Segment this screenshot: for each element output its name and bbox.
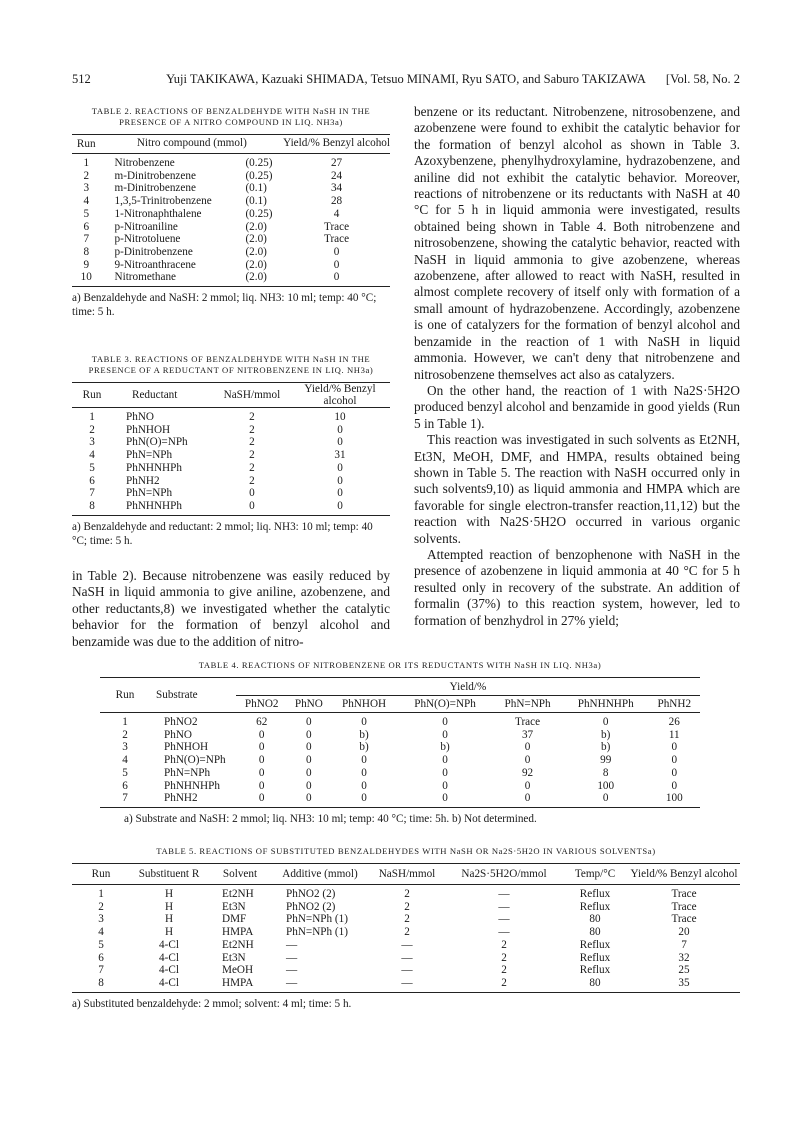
table-cell: 0 [524, 792, 531, 805]
table-row [72, 977, 740, 992]
table-cell: 0 [306, 728, 312, 741]
table-cell: Reflux [579, 964, 611, 977]
table-row [72, 462, 390, 475]
t5-h-na2s: Na2S·5H2O/mmol [461, 868, 547, 880]
table-cell: — [401, 951, 413, 964]
table-3-grid [72, 382, 390, 515]
table-cell: Trace [515, 716, 541, 728]
table-cell: 28 [330, 195, 343, 208]
table-cell: 0 [524, 741, 531, 754]
table-row [72, 424, 390, 437]
table-5-body [72, 885, 740, 992]
table-cell: Trace [671, 900, 697, 913]
table-cell: Nitrobenzene [114, 157, 175, 169]
t5-h-substituent: Substituent R [138, 868, 200, 880]
table-cell: 7 [98, 964, 104, 977]
table-cell: Trace [671, 888, 697, 900]
table-cell: PhN(O)=NPh [164, 754, 226, 767]
table-row [72, 259, 390, 272]
table-cell: 0 [333, 271, 340, 284]
table-cell: 0 [258, 728, 265, 741]
table-3 [72, 354, 390, 548]
table-cell: Et3N [222, 900, 246, 913]
table-cell: 0 [258, 779, 265, 792]
table-cell: 0 [306, 741, 312, 754]
table-cell: — [401, 938, 413, 951]
table-row [72, 233, 390, 246]
table-cell: 34 [330, 182, 343, 195]
table-cell: PhN=NPh [164, 766, 211, 779]
table-cell: Reflux [579, 951, 611, 964]
table-cell: 0 [258, 766, 265, 779]
table-cell: PhN=NPh [126, 487, 173, 500]
table-cell: 2 [404, 926, 410, 939]
t2-h-yield: Yield/% Benzyl alcohol [283, 137, 390, 149]
table-cell: 1 [83, 157, 90, 169]
table-cell: 1 [122, 716, 128, 728]
table-cell: 6 [83, 220, 90, 233]
table-cell: PhN=NPh [126, 449, 173, 462]
table-cell: p-Nitroaniline [114, 220, 178, 233]
table-cell: (2.0) [245, 258, 267, 271]
table-cell: 0 [337, 461, 343, 474]
table-row [72, 221, 390, 234]
left-column-text [72, 568, 390, 650]
table-cell: 4-Cl [159, 964, 179, 977]
table-cell: 0 [258, 792, 265, 805]
table-cell: Et2NH [222, 938, 254, 951]
table-cell: Reflux [579, 938, 611, 951]
table-cell: — [498, 900, 510, 913]
table-cell: — [286, 951, 298, 964]
table-cell: (2.0) [245, 271, 267, 284]
table-row [72, 901, 740, 914]
table-cell: 0 [671, 766, 678, 779]
table-cell: 3 [89, 436, 95, 449]
table-cell: — [401, 964, 413, 977]
t4-h-phno: PhNO [294, 698, 323, 710]
t2-h-compound: Nitro compound (mmol) [136, 137, 247, 149]
left-paragraph: in Table 2). Because nitrobenzene was easily reduced by NaSH in liquid ammonia to give aniline, azobenzene, and other reductants,8) we investigated whether the catalytic behavior for the formation of benzyl alcohol and benzamide was due to the addition of nitro- [72, 568, 390, 649]
table-cell: PhN=NPh (1) [286, 913, 348, 926]
table-cell: p-Nitrotoluene [114, 233, 181, 246]
table-cell: 0 [306, 716, 312, 728]
t5-h-nash: NaSH/mmol [378, 868, 436, 880]
t5-h-run: Run [91, 868, 111, 880]
table-row [100, 754, 700, 767]
table-cell: 6 [98, 951, 104, 964]
table-cell: PhNHNHPh [126, 461, 182, 474]
table-5-caption: TABLE 5. REACTIONS OF SUBSTITUTED BENZALDEHYDES WITH NaSH OR Na2S·5H2O IN VARIOUS SOLVENTSa) [156, 846, 656, 856]
table-cell: — [286, 976, 298, 989]
table-cell: 0 [442, 716, 448, 728]
table-4-body [100, 713, 700, 807]
t5-h-yield: Yield/% Benzyl alcohol [630, 868, 738, 880]
table-row [72, 449, 390, 462]
table-cell: H [164, 900, 174, 913]
running-header [72, 72, 740, 88]
table-cell: 100 [665, 792, 683, 805]
table-2-footnote: a) Benzaldehyde and NaSH: 2 mmol; liq. NH3: 10 ml; temp: 40 °C; time: 5 h. [72, 292, 377, 319]
table-row [100, 780, 700, 793]
table-cell: 2 [122, 728, 128, 741]
table-cell: (0.25) [245, 169, 273, 182]
table-cell: 0 [337, 487, 343, 500]
table-cell: 0 [333, 245, 340, 258]
table-cell: 3 [83, 182, 90, 195]
table-cell: 4 [122, 754, 128, 767]
table-cell: 2 [83, 169, 90, 182]
table-cell: m-Dinitrobenzene [114, 169, 196, 182]
table-cell: PhNHNHPh [126, 499, 182, 512]
table-cell: 2 [249, 411, 255, 423]
table-cell: 0 [249, 499, 255, 512]
table-2-body [72, 154, 390, 287]
table-row [72, 408, 390, 424]
table-cell: (2.0) [245, 220, 267, 233]
table-cell: b) [359, 741, 369, 754]
table-cell: 2 [249, 449, 255, 462]
table-cell: 0 [524, 779, 531, 792]
right-paragraph-2: On the other hand, the reaction of 1 with Na2S·5H2O produced benzyl alcohol and benzamide in good yields (Run 5 in Table 1). [414, 382, 740, 431]
table-5 [72, 846, 740, 1011]
table-cell: — [286, 964, 298, 977]
table-row [72, 487, 390, 500]
table-row [72, 246, 390, 259]
t5-h-additive: Additive (mmol) [282, 868, 358, 880]
table-cell: 0 [442, 754, 448, 767]
table-cell: 0 [306, 766, 312, 779]
table-cell: 0 [524, 754, 531, 767]
table-cell: b) [440, 741, 450, 754]
t4-h-run: Run [115, 689, 135, 701]
table-cell: b) [601, 741, 611, 754]
table-cell: DMF [222, 913, 247, 926]
table-4-footnote: a) Substrate and NaSH: 2 mmol; liq. NH3: 10 ml; temp: 40 °C; time: 5h. b) Not determined. [124, 812, 537, 825]
table-row [72, 208, 390, 221]
table-row [72, 195, 390, 208]
table-cell: (0.25) [245, 157, 273, 169]
table-2-grid [72, 134, 390, 286]
table-cell: 0 [442, 728, 448, 741]
table-cell: 37 [521, 728, 534, 741]
table-row [100, 767, 700, 780]
table-cell: Trace [671, 913, 697, 926]
table-cell: — [498, 888, 510, 900]
table-cell: 35 [678, 976, 690, 989]
volume-label: [Vol. 58, No. 2 [665, 72, 740, 86]
table-cell: 4 [98, 926, 104, 939]
table-row [100, 713, 700, 729]
table-cell: 0 [361, 779, 367, 792]
table-cell: 0 [337, 436, 343, 449]
table-cell: 11 [668, 728, 680, 741]
table-cell: 2 [404, 888, 410, 900]
table-cell: 2 [404, 900, 410, 913]
table-cell: 8 [89, 499, 95, 512]
t3-h-nash: NaSH/mmol [223, 389, 281, 401]
table-cell: (0.1) [245, 182, 267, 195]
table-row [100, 741, 700, 754]
table-cell: 3 [98, 913, 104, 926]
table-cell: 4 [89, 449, 95, 462]
table-cell: 27 [330, 157, 343, 169]
t4-h-hydrazo: PhNHNHPh [577, 698, 634, 710]
right-column-text [414, 104, 740, 629]
table-row [72, 913, 740, 926]
table-cell: 0 [333, 258, 340, 271]
table-cell: MeOH [222, 964, 254, 977]
table-row [72, 964, 740, 977]
table-4-caption: TABLE 4. REACTIONS OF NITROBENZENE OR ITS REDUCTANTS WITH NaSH IN LIQ. NH3a) [198, 660, 602, 670]
table-row [72, 939, 740, 952]
table-cell: 0 [671, 741, 678, 754]
table-cell: 7 [681, 938, 687, 951]
table-cell: Trace [324, 220, 350, 233]
table-cell: 31 [334, 449, 346, 462]
t4-h-phno2: PhNO2 [244, 698, 279, 710]
table-5-grid [72, 863, 740, 992]
table-row [100, 792, 700, 807]
table-cell: 2 [404, 913, 410, 926]
table-cell: — [498, 926, 510, 939]
table-cell: 9 [83, 258, 90, 271]
table-cell: 0 [337, 423, 343, 436]
table-cell: PhNO [126, 411, 154, 423]
t5-h-solvent: Solvent [222, 868, 258, 880]
table-cell: 5 [89, 461, 95, 474]
table-row [72, 154, 390, 170]
table-cell: 0 [361, 754, 367, 767]
table-cell: H [164, 888, 174, 900]
right-paragraph-3: This reaction was investigated in such solvents as Et2NH, Et3N, MeOH, DMF, and HMPA, results obtained being shown in Table 5. The reaction with NaSH occurred only in such solvents9,10) as liquid ammonia and HMPA which are favorable for single electron-transfer reaction,11,12) but the reaction with Na2S·5H2O occurred in various organic solvents. [414, 432, 740, 546]
t4-h-aniline: PhNH2 [657, 698, 692, 710]
table-cell: 2 [501, 938, 507, 951]
table-cell: 0 [337, 474, 343, 487]
table-cell: PhN=NPh (1) [286, 926, 348, 939]
t4-h-phnhoh: PhNHOH [341, 698, 387, 710]
table-cell: 32 [678, 951, 690, 964]
table-cell: 0 [306, 779, 312, 792]
table-cell: 0 [306, 754, 312, 767]
right-paragraph-4: Attempted reaction of benzophenone with NaSH in the presence of azobenzene in liquid ammonia at 40 °C for 5 h resulted only in recovery of the substrate. An addition of formalin (37%) to this reaction system, however, led to formation of benzhydrol in 27% yield; [414, 546, 740, 628]
table-cell: Reflux [579, 888, 611, 900]
page-number: 512 [72, 72, 91, 86]
table-cell: 99 [600, 754, 612, 767]
table-cell: 26 [668, 716, 680, 728]
table-cell: 7 [122, 792, 128, 805]
table-cell: PhNO2 (2) [286, 888, 336, 900]
table-5-footnote: a) Substituted benzaldehyde: 2 mmol; solvent: 4 ml; time: 5 h. [72, 997, 352, 1010]
table-2-caption: TABLE 2. REACTIONS OF BENZALDEHYDE WITH NaSH IN THE PRESENCE OF A NITRO COMPOUND IN LIQ. NH3a) [91, 106, 371, 127]
table-cell: Nitromethane [114, 271, 177, 284]
table-cell: 5 [83, 207, 90, 220]
table-cell: 8 [602, 766, 609, 779]
table-cell: 0 [258, 741, 265, 754]
table-cell: (2.0) [245, 233, 267, 246]
table-cell: m-Dinitrobenzene [114, 182, 196, 195]
table-cell: PhNO [164, 728, 192, 741]
table-cell: 5 [122, 766, 128, 779]
table-cell: PhNH2 [164, 792, 198, 805]
table-cell: 0 [442, 779, 448, 792]
table-cell: 4 [83, 195, 90, 208]
table-cell: 0 [258, 754, 265, 767]
table-cell: 80 [589, 926, 601, 939]
table-row [72, 271, 390, 286]
table-cell: 80 [589, 913, 601, 926]
table-cell: 10 [80, 271, 92, 284]
table-2 [72, 106, 390, 319]
table-cell: 20 [678, 926, 690, 939]
table-row [72, 926, 740, 939]
table-cell: 6 [89, 474, 95, 487]
table-cell: H [164, 926, 174, 939]
table-cell: 9-Nitroanthracene [114, 258, 196, 271]
table-cell: 2 [501, 976, 507, 989]
table-3-footnote: a) Benzaldehyde and reductant: 2 mmol; liq. NH3: 10 ml; temp: 40 °C; time: 5 h. [72, 520, 373, 547]
table-4 [100, 660, 700, 826]
table-cell: Reflux [579, 900, 611, 913]
table-cell: 1,3,5-Trinitrobenzene [114, 195, 212, 208]
table-cell: 0 [671, 754, 678, 767]
table-row [72, 170, 390, 183]
t4-h-azoxy: PhN(O)=NPh [414, 698, 476, 710]
table-cell: 4-Cl [159, 938, 179, 951]
table-cell: b) [601, 728, 611, 741]
table-cell: PhNH2 [126, 474, 160, 487]
table-cell: 0 [442, 766, 448, 779]
t2-h-run: Run [76, 138, 96, 150]
table-cell: PhNO2 (2) [286, 900, 336, 913]
t3-h-reductant: Reductant [132, 389, 178, 401]
table-cell: (0.25) [245, 207, 273, 220]
table-cell: 2 [249, 423, 255, 436]
table-cell: PhN(O)=NPh [126, 436, 188, 449]
table-cell: 7 [83, 233, 90, 246]
table-cell: PhNO2 [164, 716, 198, 728]
table-cell: (2.0) [245, 245, 267, 258]
table-cell: 2 [249, 461, 255, 474]
t4-h-substrate: Substrate [156, 689, 198, 701]
table-cell: — [498, 913, 510, 926]
table-cell: 0 [602, 792, 609, 805]
table-4-grid [100, 677, 700, 807]
table-row [72, 475, 390, 488]
t3-h-run: Run [82, 389, 102, 401]
table-cell: — [286, 938, 298, 951]
table-cell: 24 [330, 169, 343, 182]
table-cell: 2 [89, 423, 95, 436]
author-line: Yuji TAKIKAWA, Kazuaki SHIMADA, Tetsuo MINAMI, Ryu SATO, and Saburo TAKIZAWA [166, 72, 646, 86]
table-cell: 1 [89, 411, 95, 423]
table-cell: H [164, 913, 174, 926]
t4-h-azo: PhN=NPh [504, 698, 551, 710]
table-row [72, 182, 390, 195]
table-cell: 2 [501, 951, 507, 964]
table-row [72, 885, 740, 901]
table-cell: 8 [83, 245, 90, 258]
table-cell: 6 [122, 779, 128, 792]
table-cell: Et3N [222, 951, 246, 964]
table-cell: 10 [334, 411, 346, 423]
table-cell: Trace [324, 233, 350, 246]
table-cell: 92 [521, 766, 534, 779]
table-cell: PhNHOH [164, 741, 209, 754]
table-cell: 100 [597, 779, 615, 792]
table-cell: 4-Cl [159, 976, 179, 989]
table-cell: 4 [333, 207, 340, 220]
table-cell: 1-Nitronaphthalene [114, 207, 202, 220]
t4-h-yield: Yield/% [236, 678, 700, 696]
table-cell: 5 [98, 938, 104, 951]
table-cell: 0 [361, 716, 367, 728]
right-paragraph-1: benzene or its reductant. Nitrobenzene, nitrosobenzene, and azobenzene were found to exhibit the catalytic behavior for the formation of benzyl alcohol as shown in Table 3. Azoxybenzene, phenylhydroxylamine, hydrazobenzene, and aniline did not exhibit the catalytic behavior. Moreover, reactions of nitrobenzene or its reductants with NaSH at 40 °C for 5 h in liquid ammonia were investigated, results obtained being shown in Table 4. Both nitrobenzene and nitrosobenzene, showing the catalytic behavior, reacted with NaSH in liquid ammonia to give azobenzene, whereas azobenzene, after allowed to react with NaSH, resulted in almost complete recovery of itself only with formation of a small amount of hydrazobenzene. Accordingly, azobenzene is one of catalyzers for the formation of benzyl alcohol and benzamide in the reaction of 1 with NaSH in liquid ammonia. However, we can't deny that nitrobenzene and nitrosobenzene themselves act also as catalyzers. [414, 104, 740, 382]
table-cell: 7 [89, 487, 95, 500]
t5-h-temp: Temp/°C [574, 868, 616, 880]
table-cell: 1 [98, 888, 104, 900]
t3-h-yield: Yield/% Benzyl alcohol [304, 383, 376, 407]
table-cell: 62 [256, 716, 268, 728]
table-row [72, 436, 390, 449]
table-cell: 8 [98, 976, 104, 989]
table-3-caption: TABLE 3. REACTIONS OF BENZALDEHYDE WITH NaSH IN THE PRESENCE OF A REDUCTANT OF NITROBENZENE IN LIQ. NH3a) [88, 354, 374, 375]
table-cell: 2 [249, 436, 255, 449]
table-cell: 80 [589, 976, 601, 989]
table-cell: PhNHOH [126, 423, 171, 436]
table-cell: 0 [249, 487, 255, 500]
table-cell: 0 [361, 792, 367, 805]
table-cell: 2 [249, 474, 255, 487]
table-cell: HMPA [222, 976, 254, 989]
table-cell: 2 [98, 900, 104, 913]
table-cell: 25 [678, 964, 690, 977]
table-cell: 0 [442, 792, 448, 805]
table-cell: PhNHNHPh [164, 779, 220, 792]
table-cell: 2 [501, 964, 507, 977]
table-cell: b) [359, 728, 369, 741]
table-3-body [72, 408, 390, 515]
table-row [100, 729, 700, 742]
table-cell: 0 [671, 779, 678, 792]
table-cell: Et2NH [222, 888, 254, 900]
table-cell: — [401, 976, 413, 989]
table-cell: HMPA [222, 926, 254, 939]
table-row [72, 952, 740, 965]
table-cell: p-Dinitrobenzene [114, 245, 193, 258]
table-cell: 0 [602, 716, 609, 728]
table-cell: 0 [306, 792, 312, 805]
table-cell: 0 [361, 766, 367, 779]
table-cell: 4-Cl [159, 951, 179, 964]
table-cell: 0 [337, 499, 343, 512]
table-cell: (0.1) [245, 195, 267, 208]
table-row [72, 500, 390, 515]
table-cell: 3 [122, 741, 128, 754]
